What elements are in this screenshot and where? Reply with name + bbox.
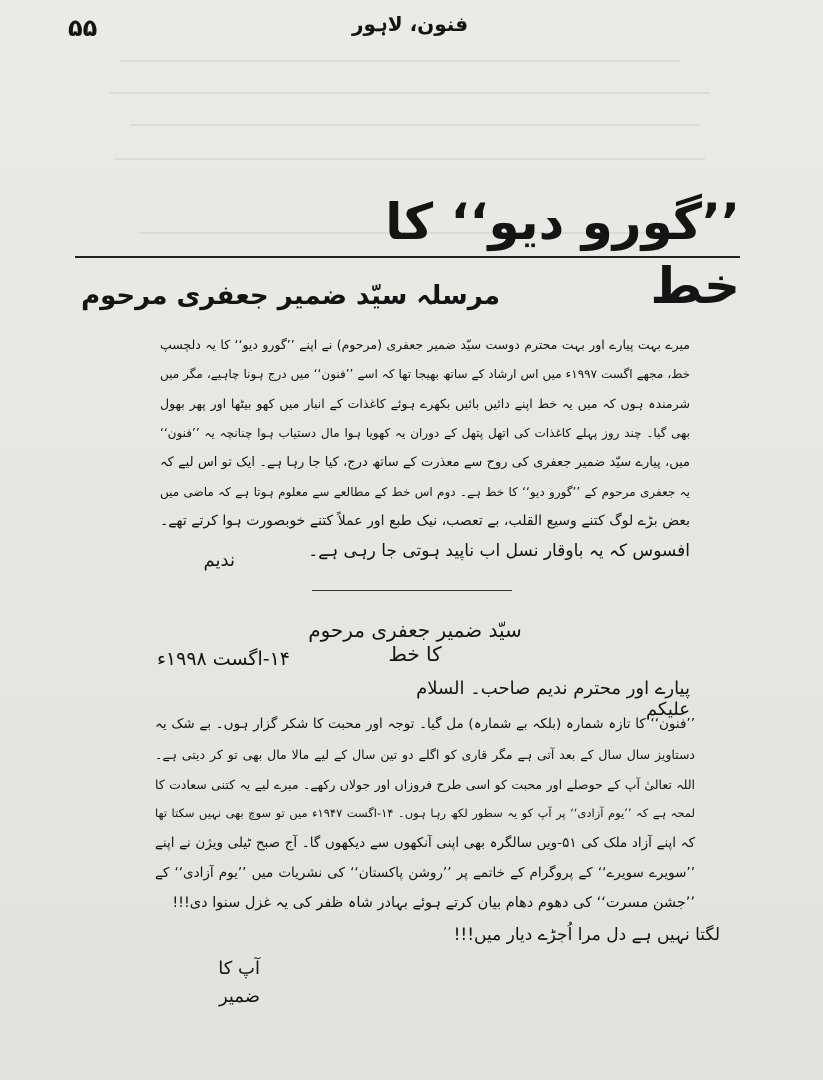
intro-line: بعض بڑے لوگ کتنے وسیع القلب، بے تعصب، نیک طبع اور عملاً کتنے خوبصورت ہوا کرتے تھے۔ <box>160 513 690 529</box>
letter-body <box>155 710 695 919</box>
section-divider <box>312 590 512 591</box>
bleed-through-line <box>110 92 710 94</box>
closing-phrase: آپ کا <box>218 958 260 979</box>
bleed-through-line <box>130 124 700 126</box>
intro-line: شرمندہ ہوں کہ میں یہ خط اپنے دائیں بائیں بکھرے ہوئے کاغذات کے انبار میں کھو بیٹھا اور پھر بھول <box>160 396 690 411</box>
intro-line: یہ جعفری مرحوم کے ’’گورو دیو‘‘ کا خط ہے۔ دوم اس خط کے مطالعے سے معلوم ہوتا ہے کہ ماضی میں <box>160 484 690 499</box>
byline: مرسلہ سیّد ضمیر جعفری مرحوم <box>81 281 500 311</box>
bleed-through-line <box>120 60 680 62</box>
verse-line: لگتا نہیں ہے دل مرا اُجڑے دیار میں!!! <box>453 925 720 945</box>
intro-line: بھی گیا۔ چند روز پہلے کاغذات کی اتھل پتھل کے دوران یہ کھویا ہوا مال دستیاب ہوا چنانچہ یہ ’’فنون‘‘ <box>160 425 690 440</box>
letter-heading: سیّد ضمیر جعفری مرحوم کا خط <box>308 618 522 666</box>
letter-line: دستاویز سال سال کے بعد آتی ہے مگر قاری کو اگلے دو تین سال کے لیے مالا مال بھی تو کر دیتی ہے۔ <box>155 746 695 762</box>
page-number: ۵۵ <box>68 14 98 42</box>
intro-line: افسوس کہ یہ باوقار نسل اب ناپید ہوتی جا رہی ہے۔ <box>308 540 690 561</box>
intro-signature: ندیم <box>203 550 235 571</box>
letter-line: کہ اپنے آزاد ملک کی ۵۱-ویں سالگرہ بھی اپنی آنکھوں سے دیکھوں گا۔ آج صبح ٹیلی ویژن نے اپنے <box>155 835 696 852</box>
letter-date: ۱۴-اگست ۱۹۹۸ء <box>156 648 290 670</box>
letter-line: اللہ تعالیٰ آپ کے حوصلے اور محبت کو اسی طرح فروزاں اور جولاں رکھے۔ میرے لیے یہ کتنی سعادت کا <box>155 776 695 792</box>
letter-line: ’’سویرے سویرے‘‘ کے پروگرام کے خاتمے پر ’’روشن پاکستان‘‘ کی نشریات میں ’’یوم آزادی‘‘ کے <box>155 864 695 881</box>
running-header: فنون، لاہور <box>351 12 469 36</box>
intro-line: میں، پیارے سیّد ضمیر جعفری کی روح سے معذرت کے ساتھ درج، کیا جا رہا ہے۔ ایک تو اس لیے کہ <box>160 455 690 470</box>
bleed-through-line <box>115 158 705 160</box>
letter-line: لمحہ ہے کہ ’’یوم آزادی‘‘ پر آپ کو یہ سطور لکھ رہا ہوں۔ ۱۴-اگست ۱۹۴۷ء میں تو سوچ بھی نہیں سکتا تھا <box>155 806 695 821</box>
letter-line: ’’جشن مسرت‘‘ کی دھوم دھام بیان کرتے ہوئے بہادر شاہ ظفر کی یہ غزل سنوا دی!!! <box>172 894 695 911</box>
letter-salutation: پیارے اور محترم ندیم صاحب۔ السلام علیکم <box>416 678 690 720</box>
letter-line: ’’فنون‘‘ کا تازہ شمارہ (بلکہ بے شمارہ) مل گیا۔ توجہ اور محبت کا شکر گزار ہوں۔ بے شک یہ <box>155 716 695 732</box>
intro-line: میرے بہت پیارے اور بہت محترم دوست سیّد ضمیر جعفری (مرحوم) نے اپنے ’’گورو دیو‘‘ کا یہ دلچسپ <box>160 337 690 352</box>
article-title: ’’گورو دیو‘‘ کا خط <box>385 193 740 315</box>
intro-paragraph <box>160 330 690 566</box>
title-underline <box>75 256 740 258</box>
intro-line: خط، مجھے اگست ۱۹۹۷ء میں اس ارشاد کے ساتھ بھیجا تھا کہ اسے ’’فنون‘‘ میں درج ہونا چاہیے، مگر میں <box>160 366 690 381</box>
closing-signature: ضمیر <box>218 986 260 1007</box>
letter-closing <box>190 955 260 1011</box>
